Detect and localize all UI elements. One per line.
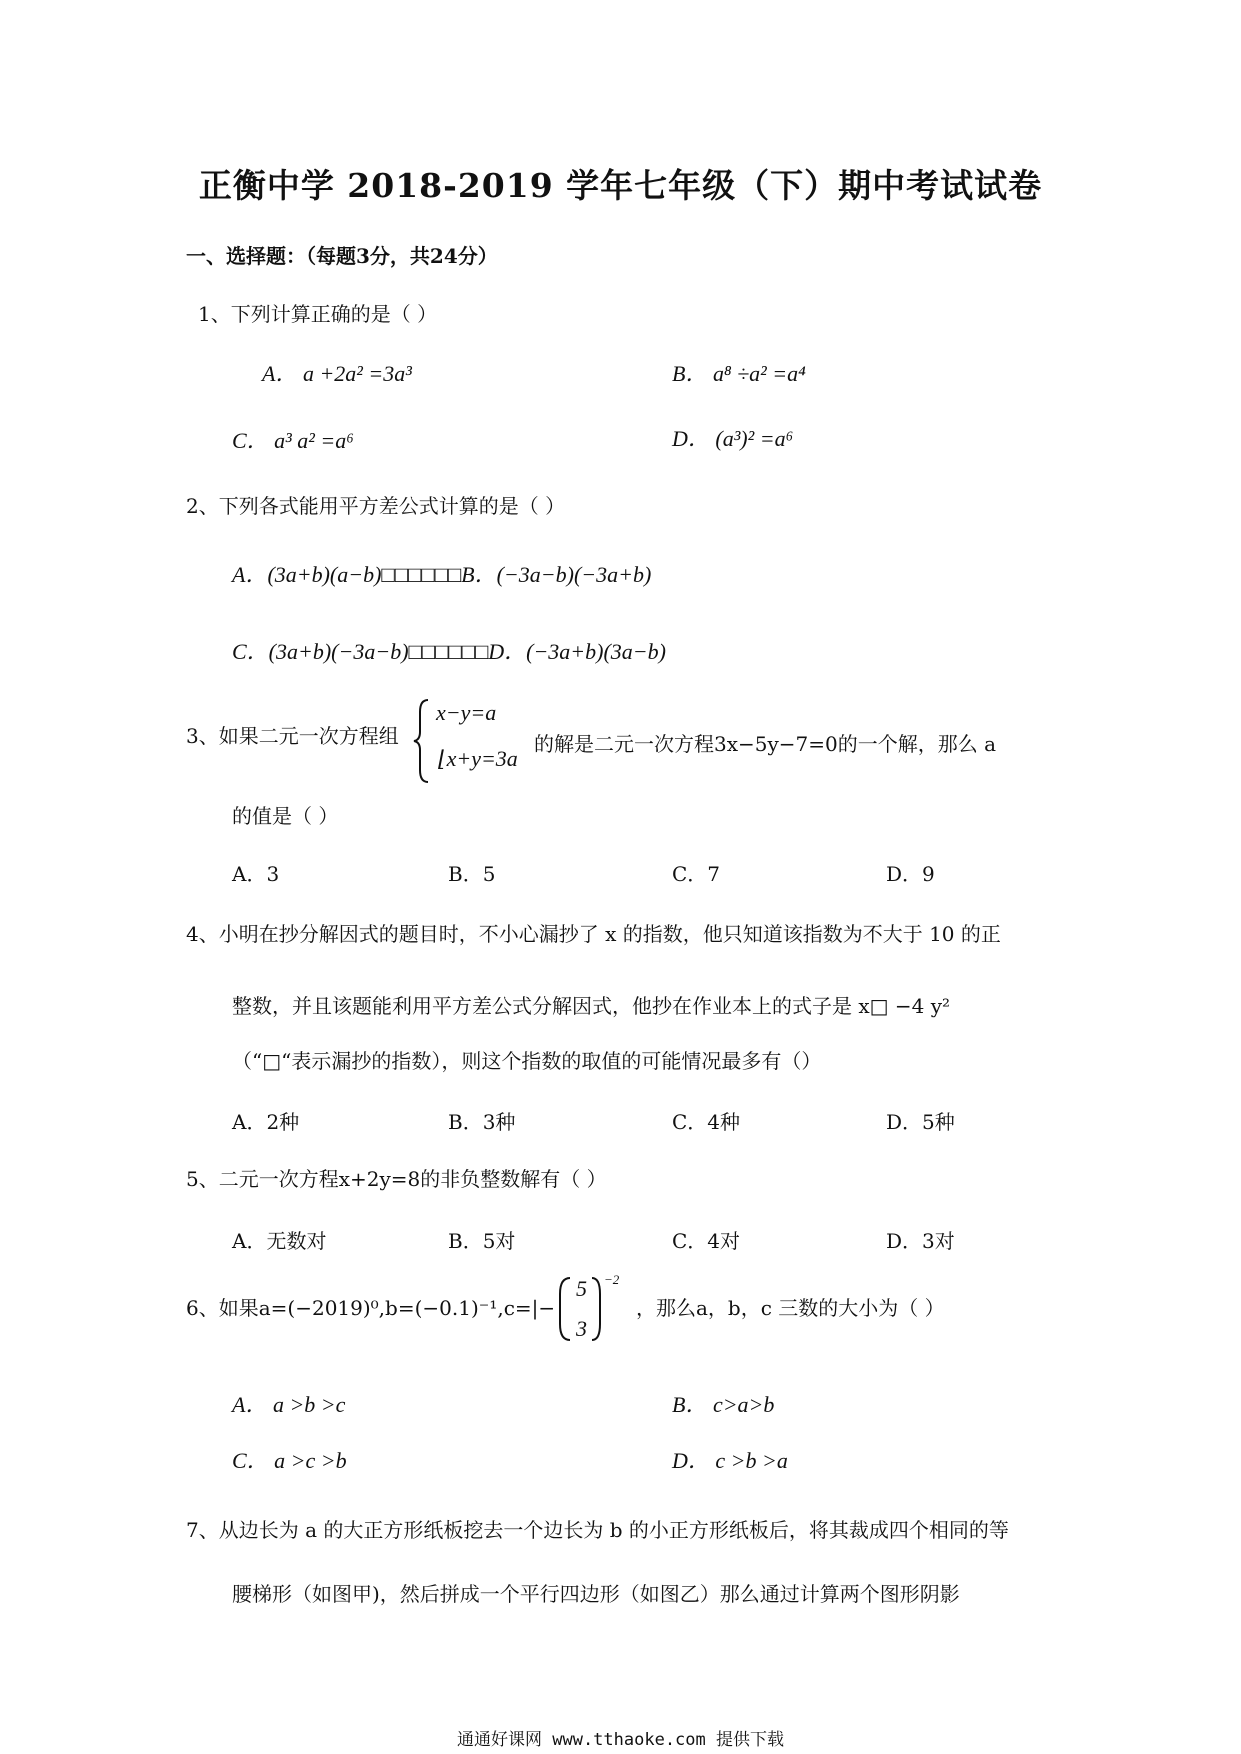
question-4-option-b: B．3种: [448, 1110, 516, 1134]
question-2-options-ab: A．(3a+b)(a−b)□□□□□□B．(−3a−b)(−3a+b): [232, 562, 652, 587]
page-footer: 通通好课网 www.tthaoke.com 提供下载: [457, 1730, 784, 1750]
question-1-option-a: A． a +2a² =3a³: [262, 361, 412, 386]
fraction-numerator: 5: [576, 1276, 587, 1301]
question-4-line-1: 4、小明在抄分解因式的题目时，不小心漏抄了 x 的指数，他只知道该指数为不大于 10 的正: [186, 922, 1001, 946]
question-1-option-c: C． a³ a² =a⁶: [232, 428, 354, 453]
question-3-option-b: B．5: [448, 862, 496, 886]
question-5-option-c: C．4对: [672, 1229, 741, 1253]
question-5-option-d: D．3对: [886, 1229, 955, 1253]
question-4-line-2: 整数，并且该题能利用平方差公式分解因式，他抄在作业本上的式子是 x□ −4 y²: [232, 994, 951, 1018]
question-4-option-c: C．4种: [672, 1110, 741, 1134]
question-6-option-a: A． a >b >c: [232, 1392, 346, 1417]
question-3-option-d: D．9: [886, 862, 935, 886]
fraction-denominator: 3: [576, 1316, 587, 1341]
question-4-option-d: D．5种: [886, 1110, 955, 1134]
question-3-option-a: A．3: [232, 862, 280, 886]
question-1-option-d: D． (a³)² =a⁶: [672, 426, 794, 451]
question-1-option-b: B． a⁸ ÷a² =a⁴: [672, 361, 806, 386]
question-7-line-1: 7、从边长为 a 的大正方形纸板挖去一个边长为 b 的小正方形纸板后，将其裁成四个相同的等: [186, 1518, 1009, 1542]
question-3-continuation: 的值是（ ）: [232, 804, 339, 828]
equation-brace: [412, 696, 434, 786]
section-heading: 一、选择题：（每题3分，共24分）: [186, 244, 498, 268]
question-7-line-2: 腰梯形（如图甲)，然后拼成一个平行四边形（如图乙）那么通过计算两个图形阴影: [232, 1582, 960, 1606]
page-title: 正衡中学 2018-2019 学年七年级（下）期中考试试卷: [198, 166, 1043, 205]
question-6-stem: 6、如果a=(−2019)⁰,b=(−0.1)⁻¹,c=|−: [186, 1296, 556, 1320]
question-3-prefix: 3、如果二元一次方程组: [186, 724, 399, 748]
question-6-suffix: ，那么a，b，c 三数的大小为（ ）: [636, 1296, 945, 1320]
question-6-option-c: C． a >c >b: [232, 1448, 347, 1473]
question-2-stem: 2、下列各式能用平方差公式计算的是（ ）: [186, 494, 566, 518]
fraction-exponent: −2: [604, 1272, 620, 1287]
equation-1: x−y=a: [436, 700, 497, 725]
question-5-option-a: A．无数对: [232, 1229, 327, 1253]
question-3-suffix: 的解是二元一次方程3x−5y−7=0的一个解，那么 a: [534, 732, 997, 756]
question-4-option-a: A．2种: [232, 1110, 300, 1134]
equation-2: ⌊x+y=3a: [438, 746, 518, 771]
question-5-stem: 5、二元一次方程x+2y=8的非负整数解有（ ）: [186, 1167, 607, 1191]
question-3-option-c: C．7: [672, 862, 721, 886]
question-1-stem: 1、下列计算正确的是（ ）: [198, 302, 438, 326]
question-6-option-b: B． c>a>b: [672, 1392, 775, 1417]
question-6-option-d: D． c >b >a: [672, 1448, 788, 1473]
question-5-option-b: B．5对: [448, 1229, 516, 1253]
fraction-bracket: [556, 1274, 576, 1344]
question-2-options-cd: C．(3a+b)(−3a−b)□□□□□□D．(−3a+b)(3a−b): [232, 639, 666, 664]
question-4-line-3: （“□“表示漏抄的指数），则这个指数的取值的可能情况最多有（）: [232, 1049, 822, 1073]
